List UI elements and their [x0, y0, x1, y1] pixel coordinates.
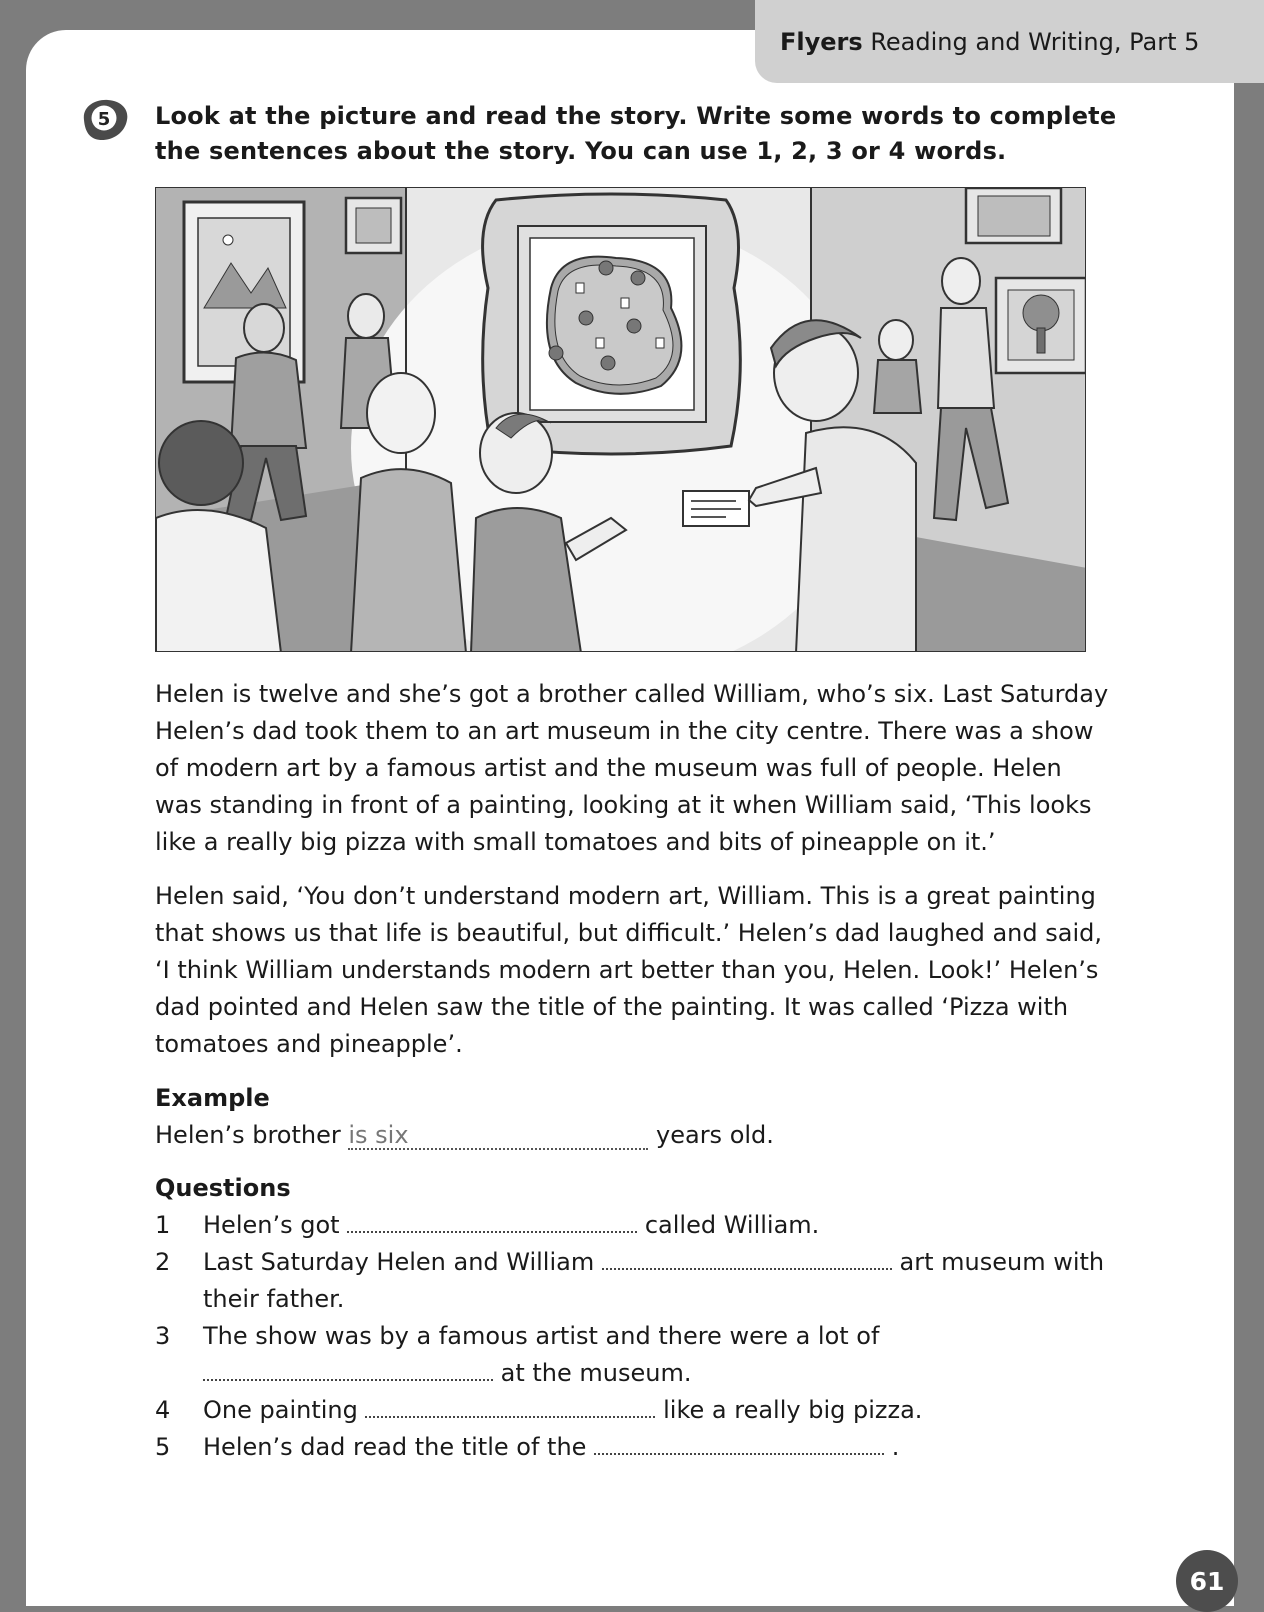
example-before: Helen’s brother	[155, 1121, 341, 1149]
header-series: Flyers	[780, 28, 863, 56]
question-text-before: Helen’s dad read the title of the	[203, 1433, 587, 1461]
answer-blank[interactable]	[203, 1359, 493, 1381]
exercise-number: 5	[97, 109, 111, 130]
question-row	[155, 1244, 1165, 1318]
question-number: 3	[155, 1322, 171, 1350]
exercise-instructions: Look at the picture and read the story. Write some words to complete the sentences about the story. You can use 1, 2, 3 or 4 words.	[155, 102, 1117, 165]
answer-blank[interactable]	[594, 1433, 884, 1455]
question-text-after: at the museum.	[500, 1359, 692, 1387]
question-text-after: .	[891, 1433, 900, 1461]
story-paragraph: Helen said, ‘You don’t understand modern art, William. This is a great painting that shows us that life is beautiful, but difficult.’ Helen’s dad laughed and said, ‘I think William understands modern art better than you, Helen. Look!’ Helen’s dad pointed and Helen saw the title of the painting. It was called ‘Pizza with tomatoes and pineapple’.	[155, 882, 1102, 1058]
question-text-before: Last Saturday Helen and William	[203, 1248, 595, 1276]
question-text-before: One painting	[203, 1396, 358, 1424]
questions-heading: Questions	[155, 1174, 291, 1202]
example-heading: Example	[155, 1084, 270, 1112]
example-answer: is six	[348, 1122, 648, 1150]
example-sentence	[155, 1117, 1155, 1154]
section-header-tab	[755, 0, 1264, 83]
answer-blank[interactable]	[365, 1396, 655, 1418]
question-number: 5	[155, 1433, 171, 1461]
questions-section	[155, 1170, 1165, 1466]
answer-blank[interactable]	[347, 1211, 637, 1233]
answer-blank[interactable]	[602, 1248, 892, 1270]
header-section: Reading and Writing, Part 5	[870, 28, 1200, 56]
museum-illustration	[155, 187, 1086, 652]
question-row	[155, 1207, 1165, 1244]
question-number: 1	[155, 1211, 171, 1239]
example-after: years old.	[656, 1121, 774, 1149]
question-row	[155, 1318, 1165, 1392]
example-section	[155, 1080, 1155, 1154]
question-text-after: art museum with their father.	[203, 1248, 1105, 1313]
exercise-number-badge	[78, 98, 130, 142]
question-text-after: called William.	[644, 1211, 820, 1239]
question-row	[155, 1429, 1165, 1466]
question-row	[155, 1392, 1165, 1429]
question-text-after: like a really big pizza.	[663, 1396, 923, 1424]
question-text-before: Helen’s got	[203, 1211, 340, 1239]
story-paragraph: Helen is twelve and she’s got a brother called William, who’s six. Last Saturday Helen’s dad took them to an art museum in the city centre. There was a show of modern art by a famous artist and the museum was full of people. Helen was standing in front of a painting, looking at it when William said, ‘This looks like a really big pizza with small tomatoes and bits of pineapple on it.’	[155, 680, 1109, 856]
story-text	[155, 676, 1115, 1080]
question-number: 4	[155, 1396, 171, 1424]
page-number-badge: 61	[1176, 1550, 1238, 1612]
question-number: 2	[155, 1248, 171, 1276]
museum-scene-drawing	[156, 188, 1086, 652]
question-text-before: The show was by a famous artist and there were a lot of	[203, 1322, 880, 1350]
